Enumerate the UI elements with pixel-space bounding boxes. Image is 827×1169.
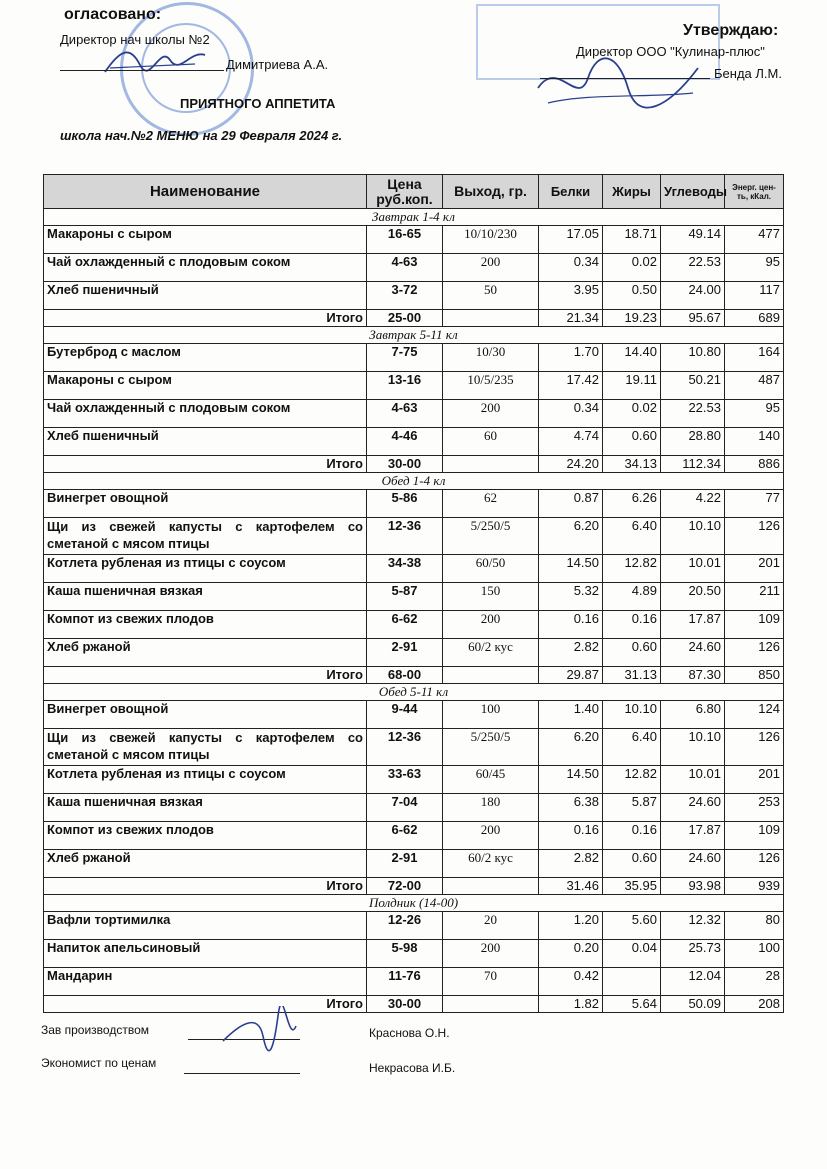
dish-kcal: 477 (725, 226, 784, 254)
total-price: 25-00 (367, 310, 443, 327)
dish-carbs: 24.60 (661, 794, 725, 822)
dish-kcal: 164 (725, 344, 784, 372)
total-price: 30-00 (367, 996, 443, 1013)
dish-yield: 10/30 (443, 344, 539, 372)
dish-fat: 0.16 (603, 822, 661, 850)
menu-item-row (44, 555, 784, 583)
dish-carbs: 12.32 (661, 912, 725, 940)
dish-kcal: 201 (725, 766, 784, 794)
dish-yield: 200 (443, 940, 539, 968)
dish-kcal: 124 (725, 701, 784, 729)
dish-kcal: 211 (725, 583, 784, 611)
dish-name: Макароны с сыром (44, 372, 367, 400)
dish-name: Чай охлажденный с плодовым соком (44, 400, 367, 428)
total-label: Итого (44, 667, 367, 684)
total-yield-empty (443, 310, 539, 327)
total-yield-empty (443, 878, 539, 895)
total-fat: 35.95 (603, 878, 661, 895)
total-row (44, 310, 784, 327)
menu-item-row (44, 611, 784, 639)
dish-protein: 0.34 (539, 254, 603, 282)
dish-carbs: 10.01 (661, 555, 725, 583)
dish-yield: 50 (443, 282, 539, 310)
dish-protein: 17.42 (539, 372, 603, 400)
left-sign-line (60, 70, 224, 71)
dish-fat: 19.11 (603, 372, 661, 400)
dish-kcal: 109 (725, 822, 784, 850)
dish-price: 5-87 (367, 583, 443, 611)
dish-yield: 200 (443, 611, 539, 639)
dish-kcal: 80 (725, 912, 784, 940)
total-label: Итого (44, 456, 367, 473)
menu-item-row (44, 428, 784, 456)
dish-carbs: 17.87 (661, 611, 725, 639)
total-fat: 19.23 (603, 310, 661, 327)
menu-item-row (44, 729, 784, 766)
total-price: 68-00 (367, 667, 443, 684)
dish-price: 2-91 (367, 850, 443, 878)
footer-role-1: Зав производством (41, 1023, 149, 1037)
dish-kcal: 126 (725, 518, 784, 555)
dish-fat: 0.04 (603, 940, 661, 968)
dish-carbs: 24.60 (661, 850, 725, 878)
section-title: Полдник (14-00) (44, 895, 784, 912)
dish-price: 7-04 (367, 794, 443, 822)
total-protein: 1.82 (539, 996, 603, 1013)
dish-price: 11-76 (367, 968, 443, 996)
dish-protein: 6.20 (539, 518, 603, 555)
dish-kcal: 109 (725, 611, 784, 639)
dish-name: Вафли тортимилка (44, 912, 367, 940)
dish-fat: 5.60 (603, 912, 661, 940)
dish-fat: 6.26 (603, 490, 661, 518)
dish-carbs: 10.01 (661, 766, 725, 794)
menu-item-row (44, 372, 784, 400)
dish-price: 4-63 (367, 254, 443, 282)
col-price: Цена руб.коп. (367, 175, 443, 209)
dish-yield: 10/5/235 (443, 372, 539, 400)
dish-yield: 150 (443, 583, 539, 611)
dish-kcal: 117 (725, 282, 784, 310)
dish-price: 6-62 (367, 611, 443, 639)
menu-item-row (44, 639, 784, 667)
dish-protein: 14.50 (539, 555, 603, 583)
dish-name: Чай охлажденный с плодовым соком (44, 254, 367, 282)
dish-name: Котлета рубленая из птицы с соусом (44, 555, 367, 583)
dish-fat: 0.60 (603, 639, 661, 667)
dish-fat (603, 968, 661, 996)
dish-name: Компот из свежих плодов (44, 611, 367, 639)
menu-title: школа нач.№2 МЕНЮ на 29 Февраля 2024 г. (60, 128, 343, 143)
col-carbs: Углеводы (661, 175, 725, 209)
dish-name: Хлеб ржаной (44, 639, 367, 667)
dish-kcal: 100 (725, 940, 784, 968)
section-header-row (44, 327, 784, 344)
dish-protein: 4.74 (539, 428, 603, 456)
total-price: 72-00 (367, 878, 443, 895)
dish-yield: 200 (443, 822, 539, 850)
dish-carbs: 49.14 (661, 226, 725, 254)
dish-yield: 20 (443, 912, 539, 940)
dish-yield: 60/2 кус (443, 639, 539, 667)
right-sign-line (540, 78, 710, 79)
total-fat: 34.13 (603, 456, 661, 473)
dish-name: Хлеб пшеничный (44, 282, 367, 310)
menu-item-row (44, 400, 784, 428)
section-header-row (44, 209, 784, 226)
dish-yield: 60/50 (443, 555, 539, 583)
menu-item-row (44, 490, 784, 518)
total-row (44, 456, 784, 473)
dish-yield: 60/2 кус (443, 850, 539, 878)
total-protein: 21.34 (539, 310, 603, 327)
footer-name-2: Некрасова И.Б. (369, 1061, 456, 1075)
total-protein: 31.46 (539, 878, 603, 895)
dish-yield: 200 (443, 254, 539, 282)
dish-name: Хлеб ржаной (44, 850, 367, 878)
approved-right-label: Утверждаю: (683, 22, 779, 39)
dish-name: Каша пшеничная вязкая (44, 794, 367, 822)
total-row (44, 667, 784, 684)
dish-fat: 6.40 (603, 518, 661, 555)
dish-kcal: 253 (725, 794, 784, 822)
dish-price: 9-44 (367, 701, 443, 729)
left-name: Димитриева А.А. (226, 57, 329, 72)
col-energy: Энерг. цен-ть, кКал. (725, 175, 784, 209)
col-yield: Выход, гр. (443, 175, 539, 209)
menu-item-row (44, 912, 784, 940)
total-fat: 5.64 (603, 996, 661, 1013)
dish-price: 6-62 (367, 822, 443, 850)
dish-protein: 1.40 (539, 701, 603, 729)
dish-fat: 4.89 (603, 583, 661, 611)
dish-carbs: 20.50 (661, 583, 725, 611)
dish-name: Компот из свежих плодов (44, 822, 367, 850)
section-title: Завтрак 1-4 кл (44, 209, 784, 226)
right-name: Бенда Л.М. (714, 66, 782, 81)
dish-price: 12-36 (367, 729, 443, 766)
dish-yield: 70 (443, 968, 539, 996)
total-kcal: 850 (725, 667, 784, 684)
dish-kcal: 95 (725, 400, 784, 428)
menu-item-row (44, 968, 784, 996)
dish-name: Винегрет овощной (44, 701, 367, 729)
dish-carbs: 4.22 (661, 490, 725, 518)
dish-kcal: 487 (725, 372, 784, 400)
dish-protein: 5.32 (539, 583, 603, 611)
total-yield-empty (443, 996, 539, 1013)
dish-protein: 1.20 (539, 912, 603, 940)
dish-fat: 12.82 (603, 555, 661, 583)
dish-protein: 0.87 (539, 490, 603, 518)
menu-item-row (44, 282, 784, 310)
dish-protein: 2.82 (539, 639, 603, 667)
approved-left-label: огласовано: (64, 6, 162, 23)
footer-signature (218, 1006, 298, 1056)
dish-price: 3-72 (367, 282, 443, 310)
dish-carbs: 50.21 (661, 372, 725, 400)
section-title: Обед 1-4 кл (44, 473, 784, 490)
dish-protein: 0.42 (539, 968, 603, 996)
section-header-row (44, 473, 784, 490)
dish-carbs: 12.04 (661, 968, 725, 996)
dish-carbs: 24.60 (661, 639, 725, 667)
greeting: ПРИЯТНОГО АППЕТИТА (180, 96, 336, 111)
dish-protein: 6.20 (539, 729, 603, 766)
section-title: Обед 5-11 кл (44, 684, 784, 701)
dish-fat: 0.02 (603, 254, 661, 282)
dish-name: Щи из свежей капусты с картофелем со сметаной с мясом птицы (44, 729, 367, 766)
dish-fat: 14.40 (603, 344, 661, 372)
dish-price: 2-91 (367, 639, 443, 667)
dish-yield: 100 (443, 701, 539, 729)
dish-fat: 0.16 (603, 611, 661, 639)
total-price: 30-00 (367, 456, 443, 473)
menu-item-row (44, 344, 784, 372)
total-carbs: 50.09 (661, 996, 725, 1013)
dish-price: 13-16 (367, 372, 443, 400)
col-protein: Белки (539, 175, 603, 209)
total-label: Итого (44, 310, 367, 327)
dish-fat: 0.02 (603, 400, 661, 428)
section-header-row (44, 684, 784, 701)
dish-kcal: 140 (725, 428, 784, 456)
left-position: Директор нач школы №2 (60, 32, 210, 47)
dish-name: Винегрет овощной (44, 490, 367, 518)
dish-fat: 12.82 (603, 766, 661, 794)
dish-fat: 0.60 (603, 428, 661, 456)
dish-price: 34-38 (367, 555, 443, 583)
dish-protein: 0.16 (539, 611, 603, 639)
total-carbs: 87.30 (661, 667, 725, 684)
dish-carbs: 22.53 (661, 254, 725, 282)
dish-fat: 5.87 (603, 794, 661, 822)
dish-name: Каша пшеничная вязкая (44, 583, 367, 611)
menu-table (43, 174, 784, 1013)
dish-price: 16-65 (367, 226, 443, 254)
menu-item-row (44, 822, 784, 850)
dish-name: Макароны с сыром (44, 226, 367, 254)
total-protein: 24.20 (539, 456, 603, 473)
dish-fat: 0.50 (603, 282, 661, 310)
dish-carbs: 10.10 (661, 518, 725, 555)
menu-body (44, 209, 784, 1013)
dish-price: 12-26 (367, 912, 443, 940)
dish-fat: 0.60 (603, 850, 661, 878)
total-kcal: 689 (725, 310, 784, 327)
dish-protein: 1.70 (539, 344, 603, 372)
dish-yield: 60 (443, 428, 539, 456)
dish-yield: 180 (443, 794, 539, 822)
dish-kcal: 201 (725, 555, 784, 583)
total-row (44, 996, 784, 1013)
dish-price: 12-36 (367, 518, 443, 555)
menu-item-row (44, 583, 784, 611)
dish-protein: 6.38 (539, 794, 603, 822)
menu-item-row (44, 254, 784, 282)
dish-carbs: 6.80 (661, 701, 725, 729)
dish-carbs: 25.73 (661, 940, 725, 968)
dish-name: Напиток апельсиновый (44, 940, 367, 968)
section-header-row (44, 895, 784, 912)
dish-protein: 2.82 (539, 850, 603, 878)
dish-carbs: 24.00 (661, 282, 725, 310)
footer-role-2: Экономист по ценам (41, 1056, 157, 1070)
dish-fat: 6.40 (603, 729, 661, 766)
dish-protein: 0.20 (539, 940, 603, 968)
menu-item-row (44, 766, 784, 794)
total-protein: 29.87 (539, 667, 603, 684)
dish-price: 4-63 (367, 400, 443, 428)
dish-name: Бутерброд с маслом (44, 344, 367, 372)
dish-kcal: 95 (725, 254, 784, 282)
total-fat: 31.13 (603, 667, 661, 684)
dish-name: Котлета рубленая из птицы с соусом (44, 766, 367, 794)
total-kcal: 886 (725, 456, 784, 473)
total-carbs: 112.34 (661, 456, 725, 473)
total-label: Итого (44, 996, 367, 1013)
menu-item-row (44, 226, 784, 254)
dish-protein: 14.50 (539, 766, 603, 794)
dish-carbs: 10.80 (661, 344, 725, 372)
dish-fat: 10.10 (603, 701, 661, 729)
dish-kcal: 77 (725, 490, 784, 518)
dish-price: 7-75 (367, 344, 443, 372)
dish-carbs: 28.80 (661, 428, 725, 456)
dish-protein: 0.16 (539, 822, 603, 850)
dish-price: 5-98 (367, 940, 443, 968)
footer-name-1: Краснова О.Н. (369, 1026, 450, 1040)
total-carbs: 93.98 (661, 878, 725, 895)
total-yield-empty (443, 456, 539, 473)
total-kcal: 208 (725, 996, 784, 1013)
dish-price: 33-63 (367, 766, 443, 794)
dish-protein: 17.05 (539, 226, 603, 254)
dish-carbs: 17.87 (661, 822, 725, 850)
dish-protein: 0.34 (539, 400, 603, 428)
total-yield-empty (443, 667, 539, 684)
dish-price: 5-86 (367, 490, 443, 518)
dish-price: 4-46 (367, 428, 443, 456)
menu-item-row (44, 518, 784, 555)
dish-carbs: 22.53 (661, 400, 725, 428)
section-title: Завтрак 5-11 кл (44, 327, 784, 344)
dish-kcal: 126 (725, 850, 784, 878)
dish-carbs: 10.10 (661, 729, 725, 766)
total-row (44, 878, 784, 895)
menu-item-row (44, 794, 784, 822)
total-carbs: 95.67 (661, 310, 725, 327)
dish-yield: 62 (443, 490, 539, 518)
dish-yield: 5/250/5 (443, 729, 539, 766)
dish-name: Хлеб пшеничный (44, 428, 367, 456)
dish-fat: 18.71 (603, 226, 661, 254)
dish-name: Мандарин (44, 968, 367, 996)
col-fat: Жиры (603, 175, 661, 209)
dish-protein: 3.95 (539, 282, 603, 310)
dish-kcal: 28 (725, 968, 784, 996)
dish-name: Щи из свежей капусты с картофелем со сметаной с мясом птицы (44, 518, 367, 555)
dish-yield: 10/10/230 (443, 226, 539, 254)
dish-kcal: 126 (725, 639, 784, 667)
col-name: Наименование (44, 175, 367, 209)
footer-sign-line-2 (184, 1073, 300, 1074)
dish-yield: 200 (443, 400, 539, 428)
right-position: Директор ООО "Кулинар-плюс" (576, 44, 765, 59)
menu-item-row (44, 701, 784, 729)
dish-yield: 60/45 (443, 766, 539, 794)
menu-item-row (44, 940, 784, 968)
dish-yield: 5/250/5 (443, 518, 539, 555)
total-kcal: 939 (725, 878, 784, 895)
dish-kcal: 126 (725, 729, 784, 766)
total-label: Итого (44, 878, 367, 895)
menu-item-row (44, 850, 784, 878)
